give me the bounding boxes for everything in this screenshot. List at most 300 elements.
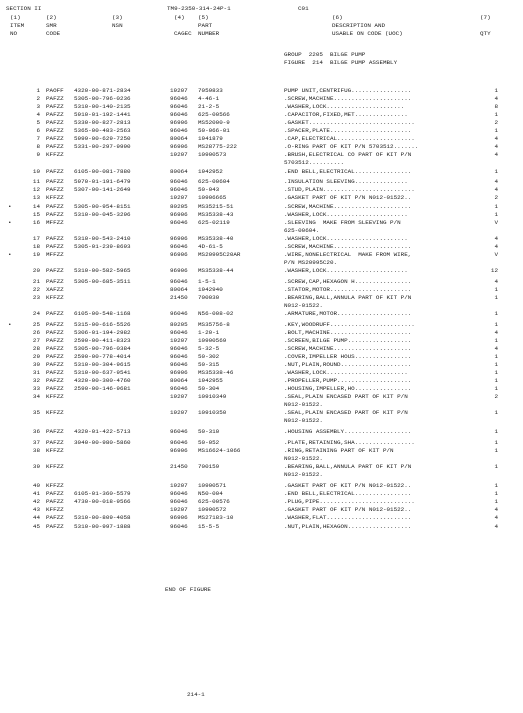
nsn-value: 2590-00-146-9681 <box>74 385 131 393</box>
part-number: 625-00566 <box>198 111 230 119</box>
cagec-value: 19207 <box>170 393 188 401</box>
description: .END BELL,ELECTRICAL................ <box>284 490 412 498</box>
part-number: 50-043 <box>198 186 220 194</box>
description: .SCREEN,BILGE PUMP.................. <box>284 336 412 344</box>
item-marker: • <box>8 250 12 258</box>
item-number: 31 <box>32 369 40 377</box>
nsn-value: 5310-00-140-2135 <box>74 103 131 111</box>
part-number: 15-5-5 <box>198 522 220 530</box>
description: .SEAL,PLAIN ENCASED PART OF KIT P/N <box>284 393 408 401</box>
description: .WASHER,LOCK....................... <box>284 266 408 274</box>
part-number: MS35215-51 <box>198 202 234 210</box>
cagec-value: 96046 <box>170 127 188 135</box>
part-number: MS35338-43 <box>198 210 234 218</box>
cagec-value: 96046 <box>170 498 188 506</box>
column-header-cell: NUMBER <box>198 30 220 37</box>
part-number: 1942955 <box>198 377 223 385</box>
smr-code: PAFZZ <box>46 111 64 119</box>
quantity: 4 <box>494 178 498 186</box>
smr-code: PAFZZ <box>46 277 64 285</box>
item-number: 43 <box>32 506 40 514</box>
description: .WIRE,NONELECTRICAL MAKE FROM WIRE, <box>284 250 412 258</box>
nsn-value: 5310-00-637-9541 <box>74 369 131 377</box>
smr-code: PAFZZ <box>46 353 64 361</box>
description: .CAPACITOR,FIXED,MET............... <box>284 111 408 119</box>
part-number: 4D-61-5 <box>198 242 223 250</box>
description: .BRUSH,ELECTRICAL CO PART OF KIT P/N <box>284 151 412 159</box>
sheet-code: C01 <box>298 5 309 12</box>
description: .END BELL,ELECTRICAL................ <box>284 167 412 175</box>
part-number: MS35338-44 <box>198 266 234 274</box>
smr-code: PAFZZ <box>46 498 64 506</box>
description: .BEARING,BALL,ANNULA PART OF KIT P/N <box>284 293 412 301</box>
part-number: 5-32-5 <box>198 345 220 352</box>
part-number: 10900572 <box>198 506 227 514</box>
end-of-figure: END OF FIGURE <box>165 586 211 593</box>
item-number: 14 <box>32 202 40 210</box>
quantity: 1 <box>494 167 498 175</box>
column-header-cell: (5) <box>198 14 209 21</box>
part-number: 50-302 <box>198 353 220 361</box>
cagec-value: 19207 <box>170 482 188 490</box>
column-header-cell: CODE <box>46 30 61 37</box>
quantity: 1 <box>494 369 498 377</box>
part-number: 21-2-5 <box>198 103 220 111</box>
description: .PROPELLER,PUMP..................... <box>284 377 412 385</box>
item-number: 15 <box>32 210 40 218</box>
smr-code: KFFZZ <box>46 393 64 401</box>
part-number: N56-008-02 <box>198 309 234 317</box>
part-number: 625-00576 <box>198 498 230 506</box>
section-label: SECTION II <box>6 5 42 12</box>
smr-code: PAFZZ <box>46 336 64 344</box>
quantity: 1 <box>494 320 498 328</box>
description: .CAP,ELECTRICAL...................... <box>284 135 415 143</box>
part-number: 700159 <box>198 463 220 471</box>
description: .ARMATURE,MOTOR..................... <box>284 309 412 317</box>
smr-code: KFFZZ <box>46 409 64 417</box>
cagec-value: 96906 <box>170 514 188 522</box>
item-number: 20 <box>32 266 40 274</box>
description: .SCREW,MACHINE...................... <box>284 95 412 103</box>
tm-number: TM9-2350-314-24P-1 <box>167 5 231 12</box>
item-number: 35 <box>32 409 40 417</box>
nsn-value: 5970-01-191-6479 <box>74 178 131 186</box>
description-continuation: 625-00604. <box>284 226 320 234</box>
cagec-value: 96906 <box>170 369 188 377</box>
smr-code: PAFZZ <box>46 178 64 186</box>
cagec-value: 96046 <box>170 277 188 285</box>
nsn-value: 5305-00-796-0384 <box>74 345 131 352</box>
cagec-value: 96906 <box>170 234 188 242</box>
column-header-cell: (3) <box>112 14 123 21</box>
quantity: 2 <box>494 119 498 127</box>
item-number: 38 <box>32 447 40 455</box>
nsn-value: 6105-00-548-1168 <box>74 309 131 317</box>
cagec-value: 96906 <box>170 447 188 455</box>
description: .WASHER,LOCK...................... <box>284 103 405 111</box>
part-number: 1942940 <box>198 285 223 293</box>
smr-code: PAFZZ <box>46 242 64 250</box>
quantity: 4 <box>494 506 498 514</box>
quantity: 4 <box>494 95 498 103</box>
description: .PLATE,RETAINING,SHA................. <box>284 439 415 447</box>
smr-code: PAFZZ <box>46 127 64 135</box>
cagec-value: 80205 <box>170 320 188 328</box>
cagec-value: 96046 <box>170 111 188 119</box>
item-marker: • <box>8 218 12 226</box>
smr-code: KFFZZ <box>46 482 64 490</box>
cagec-value: 96046 <box>170 186 188 194</box>
description: .GASKET PART OF KIT P/N N012-01522.. <box>284 506 412 514</box>
quantity: 8 <box>494 103 498 111</box>
figure-title: FIGURE 214 BILGE PUMP ASSEMBLY <box>284 59 398 66</box>
description: .INSULATION SLEEVING............... <box>284 178 408 186</box>
description: .KEY,WOODRUFF........................ <box>284 320 415 328</box>
column-header-cell: CAGEC <box>174 30 192 37</box>
smr-code: PAFZZ <box>46 514 64 522</box>
nsn-value: 5331-00-297-9990 <box>74 143 131 151</box>
cagec-value: 96046 <box>170 353 188 361</box>
item-number: 37 <box>32 439 40 447</box>
quantity: 1 <box>494 87 498 94</box>
smr-code: PAFZZ <box>46 385 64 393</box>
quantity: 1 <box>494 127 498 135</box>
part-number: 1942952 <box>198 167 223 175</box>
part-number: MS35338-40 <box>198 234 234 242</box>
column-header-cell: (2) <box>46 14 57 21</box>
cagec-value: 96046 <box>170 522 188 530</box>
cagec-value: 96046 <box>170 490 188 498</box>
quantity: V <box>494 250 498 258</box>
cagec-value: 96906 <box>170 210 188 218</box>
quantity: 1 <box>494 202 498 210</box>
description: .SCREW,MACHINE...................... <box>284 242 412 250</box>
quantity: 12 <box>490 266 498 274</box>
nsn-value: 5330-00-827-2813 <box>74 119 131 127</box>
item-number: 44 <box>32 514 40 522</box>
description: .SCREW,MACHINE...................... <box>284 202 412 210</box>
cagec-value: 96046 <box>170 345 188 352</box>
nsn-value: 6105-00-081-7880 <box>74 167 131 175</box>
smr-code: PAFZZ <box>46 328 64 336</box>
quantity: 1 <box>494 439 498 447</box>
part-number: MS35756-8 <box>198 320 230 328</box>
smr-code: KFFZZ <box>46 463 64 471</box>
cagec-value: 21450 <box>170 293 188 301</box>
item-number: 27 <box>32 336 40 344</box>
quantity: 1 <box>494 361 498 369</box>
quantity: 1 <box>494 293 498 301</box>
part-number: 50-066-01 <box>198 127 230 135</box>
item-number: 17 <box>32 234 40 242</box>
column-header-cell: DESCRIPTION AND <box>332 22 386 29</box>
quantity: 4 <box>494 328 498 336</box>
quantity: 1 <box>494 111 498 119</box>
quantity: 4 <box>494 522 498 530</box>
column-header-cell: SMR <box>46 22 57 29</box>
nsn-value: 4320-00-871-2834 <box>74 87 131 94</box>
description: .NUT,PLAIN,HEXAGON.................. <box>284 522 412 530</box>
item-number: 1 <box>36 87 40 94</box>
quantity: 4 <box>494 135 498 143</box>
description: .STATOR,MOTOR....................... <box>284 285 412 293</box>
quantity: 1 <box>494 385 498 393</box>
part-number: 50-315 <box>198 361 220 369</box>
part-number: 10900569 <box>198 336 227 344</box>
cagec-value: 96046 <box>170 385 188 393</box>
cagec-value: 19207 <box>170 409 188 417</box>
column-header-cell: NSN <box>112 22 123 29</box>
item-number: 41 <box>32 490 40 498</box>
cagec-value: 96046 <box>170 428 188 436</box>
description-continuation: N012-01522. <box>284 471 323 479</box>
smr-code: PAOFF <box>46 87 64 94</box>
item-number: 19 <box>32 250 40 258</box>
item-number: 33 <box>32 385 40 393</box>
description: .WASHER,LOCK....................... <box>284 234 408 242</box>
cagec-value: 21450 <box>170 463 188 471</box>
quantity: 4 <box>494 234 498 242</box>
item-number: 3 <box>36 103 40 111</box>
nsn-value: 3040-00-980-5860 <box>74 439 131 447</box>
item-number: 10 <box>32 167 40 175</box>
item-number: 2 <box>36 95 40 103</box>
description: .PLUG,PIPE........................... <box>284 498 415 506</box>
nsn-value: 4320-01-422-5713 <box>74 428 131 436</box>
description-continuation: N012-01522. <box>284 301 323 309</box>
quantity: 4 <box>494 151 498 159</box>
quantity: 1 <box>494 447 498 455</box>
item-number: 39 <box>32 463 40 471</box>
quantity: 4 <box>494 186 498 194</box>
cagec-value: 96906 <box>170 119 188 127</box>
cagec-value: 96046 <box>170 242 188 250</box>
description: .RING,RETAINING PART OF KIT P/N <box>284 447 394 455</box>
item-number: 5 <box>36 119 40 127</box>
smr-code: PAFZZ <box>46 428 64 436</box>
cagec-value: 96046 <box>170 95 188 103</box>
cagec-value: 19207 <box>170 151 188 159</box>
smr-code: PAFZZ <box>46 345 64 352</box>
item-number: 21 <box>32 277 40 285</box>
part-number: MS28775-222 <box>198 143 237 151</box>
part-number: N50-004 <box>198 490 223 498</box>
cagec-value: 96906 <box>170 266 188 274</box>
smr-code: KFFZZ <box>46 293 64 301</box>
part-number: 7059833 <box>198 87 223 94</box>
quantity: 1 <box>494 490 498 498</box>
nsn-value: 4320-00-300-4760 <box>74 377 131 385</box>
nsn-value: 5910-01-192-1441 <box>74 111 131 119</box>
smr-code: PAFZZ <box>46 95 64 103</box>
cagec-value: 96046 <box>170 328 188 336</box>
part-number: MS27183-10 <box>198 514 234 522</box>
description: .GASKET PART OF KIT P/N N012-01522.. <box>284 482 412 490</box>
nsn-value: 5365-00-483-2563 <box>74 127 131 135</box>
item-number: 45 <box>32 522 40 530</box>
part-number: 1941879 <box>198 135 223 143</box>
item-number: 16 <box>32 218 40 226</box>
item-number: 13 <box>32 194 40 202</box>
cagec-value: 19207 <box>170 506 188 514</box>
quantity: 2 <box>494 194 498 202</box>
quantity: 1 <box>494 377 498 385</box>
part-number: 10906665 <box>198 194 227 202</box>
smr-code: PAFZZ <box>46 119 64 127</box>
part-number: MS35338-46 <box>198 369 234 377</box>
column-header-cell: (1) <box>10 14 21 21</box>
nsn-value: 4730-00-018-9566 <box>74 498 131 506</box>
item-number: 4 <box>36 111 40 119</box>
description: .SEAL,PLAIN ENCASED PART OF KIT P/N <box>284 409 408 417</box>
description: .SLEEVING MAKE FROM SLEEVING P/N <box>284 218 401 226</box>
smr-code: PAFZZ <box>46 361 64 369</box>
nsn-value: 5999-00-629-7250 <box>74 135 131 143</box>
item-number: 6 <box>36 127 40 135</box>
cagec-value: 96046 <box>170 178 188 186</box>
description: .HOUSING ASSEMBLY................... <box>284 428 412 436</box>
nsn-value: 5305-00-685-3511 <box>74 277 131 285</box>
description: .GASKET PART OF KIT P/N N012-01522.. <box>284 194 412 202</box>
smr-code: PAFZZ <box>46 186 64 194</box>
quantity: 1 <box>494 409 498 417</box>
part-number: 10910349 <box>198 393 227 401</box>
smr-code: PAFZZ <box>46 309 64 317</box>
quantity: 1 <box>494 463 498 471</box>
item-number: 24 <box>32 309 40 317</box>
part-number: MS16624-1066 <box>198 447 241 455</box>
description: .COVER,IMPELLER HOUS................ <box>284 353 412 361</box>
nsn-value: 5310-00-543-2410 <box>74 234 131 242</box>
smr-code: KFFZZ <box>46 447 64 455</box>
smr-code: MFFZZ <box>46 250 64 258</box>
nsn-value: 2590-00-411-8323 <box>74 336 131 344</box>
smr-code: PAFZZ <box>46 202 64 210</box>
item-number: 25 <box>32 320 40 328</box>
quantity: 4 <box>494 143 498 151</box>
smr-code: PAFZZ <box>46 103 64 111</box>
nsn-value: 5305-00-954-8151 <box>74 202 131 210</box>
smr-code: KFFZZ <box>46 151 64 159</box>
description: .NUT,PLAIN,ROUND.................... <box>284 361 412 369</box>
cagec-value: 96046 <box>170 103 188 111</box>
nsn-value: 5310-00-582-5965 <box>74 266 131 274</box>
item-number: 42 <box>32 498 40 506</box>
quantity: 4 <box>494 277 498 285</box>
part-number: 625-02119 <box>198 218 230 226</box>
smr-code: PAFZZ <box>46 490 64 498</box>
smr-code: PAFZZ <box>46 135 64 143</box>
description: .SCREW,CAP,HEXAGON H................ <box>284 277 412 285</box>
description-continuation: N012-01522. <box>284 417 323 425</box>
part-number: MS20995C20AR <box>198 250 241 258</box>
smr-code: MFFZZ <box>46 218 64 226</box>
cagec-value: 80064 <box>170 377 188 385</box>
cagec-value: 19207 <box>170 194 188 202</box>
description-continuation: P/N MS20995C20. <box>284 258 338 266</box>
smr-code: XAFZZ <box>46 285 64 293</box>
description: .BEARING,BALL,ANNULA PART OF KIT P/N <box>284 463 412 471</box>
description: .WASHER,FLAT........................ <box>284 514 412 522</box>
part-number: 10910350 <box>198 409 227 417</box>
cagec-value: 19207 <box>170 336 188 344</box>
column-header-cell: USABLE ON CODE (UOC) <box>332 30 403 37</box>
description: .GASKET.............................. <box>284 119 415 127</box>
part-number: 4-46-1 <box>198 95 220 103</box>
item-number: 9 <box>36 151 40 159</box>
cagec-value: 96906 <box>170 250 188 258</box>
quantity: 1 <box>494 482 498 490</box>
description: .O-RING PART OF KIT P/N 5703512....... <box>284 143 419 151</box>
cagec-value: 96046 <box>170 309 188 317</box>
item-number: 8 <box>36 143 40 151</box>
item-number: 12 <box>32 186 40 194</box>
quantity: 1 <box>494 336 498 344</box>
smr-code: PAFZZ <box>46 439 64 447</box>
item-number: 23 <box>32 293 40 301</box>
quantity: V <box>494 218 498 226</box>
smr-code: PAFZZ <box>46 369 64 377</box>
quantity: 4 <box>494 345 498 352</box>
column-header-cell: (4) <box>174 14 185 21</box>
part-number: 10900571 <box>198 482 227 490</box>
nsn-value: 6105-01-360-5579 <box>74 490 131 498</box>
nsn-value: 5305-01-239-8693 <box>74 242 131 250</box>
item-number: 22 <box>32 285 40 293</box>
column-header-cell: QTY <box>480 30 491 37</box>
cagec-value: 96046 <box>170 439 188 447</box>
part-number: 50-310 <box>198 428 220 436</box>
description: .WASHER,LOCK....................... <box>284 210 408 218</box>
description: .WASHER,LOCK....................... <box>284 369 408 377</box>
cagec-value: 80064 <box>170 167 188 175</box>
page-number: 214-1 <box>187 691 205 698</box>
nsn-value: 5310-00-809-4058 <box>74 514 131 522</box>
quantity: 2 <box>494 393 498 401</box>
cagec-value: 80205 <box>170 202 188 210</box>
column-header-cell: NO <box>10 30 18 37</box>
smr-code: KFFZZ <box>46 506 64 514</box>
item-number: 40 <box>32 482 40 490</box>
smr-code: PAFZZ <box>46 234 64 242</box>
description: .SPACER,PLATE....................... <box>284 127 412 135</box>
item-marker: • <box>8 202 12 210</box>
nsn-value: 5307-00-141-2649 <box>74 186 131 194</box>
part-number: 1-20-1 <box>198 328 220 336</box>
cagec-value: 96046 <box>170 361 188 369</box>
item-number: 30 <box>32 361 40 369</box>
column-header-cell: (6) <box>332 14 343 21</box>
description: .SCREW,MACHINE...................... <box>284 345 412 352</box>
cagec-value: 19207 <box>170 87 188 94</box>
quantity: 4 <box>494 242 498 250</box>
item-marker: • <box>8 320 12 328</box>
smr-code: PAFZZ <box>46 522 64 530</box>
part-number: 50-052 <box>198 439 220 447</box>
item-number: 29 <box>32 353 40 361</box>
part-number: 10900573 <box>198 151 227 159</box>
quantity: 1 <box>494 210 498 218</box>
nsn-value: 5310-00-304-9615 <box>74 361 131 369</box>
quantity: 1 <box>494 353 498 361</box>
description: .STUD,PLAIN.......................... <box>284 186 415 194</box>
item-number: 11 <box>32 178 40 186</box>
cagec-value: 80064 <box>170 285 188 293</box>
smr-code: PAFZZ <box>46 167 64 175</box>
smr-code: PAFZZ <box>46 210 64 218</box>
nsn-value: 5305-00-796-0236 <box>74 95 131 103</box>
